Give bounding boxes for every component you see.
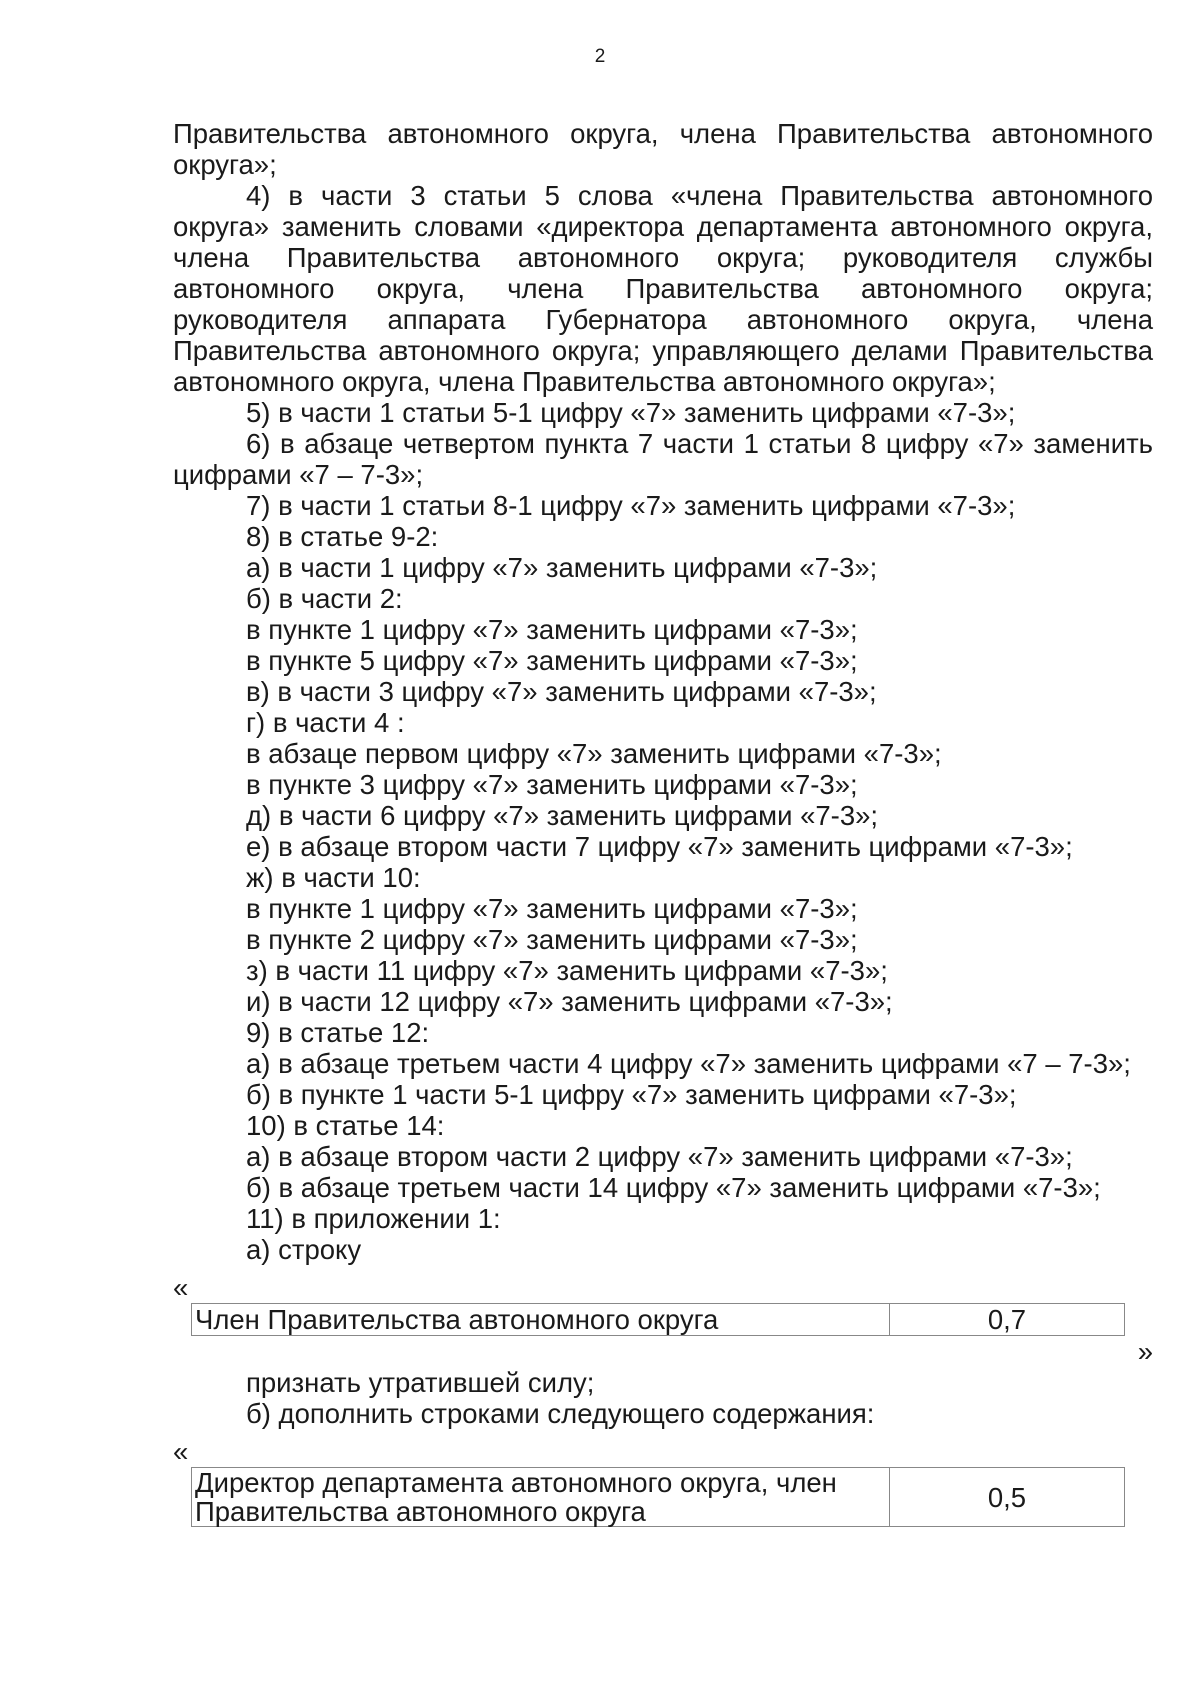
table-cell-position: Член Правительства автономного округа bbox=[192, 1304, 890, 1336]
paragraph-item-8b-1: в пункте 1 цифру «7» заменить цифрами «7-3»; bbox=[246, 614, 858, 645]
paragraph-item-8g-3: в пункте 3 цифру «7» заменить цифрами «7-3»; bbox=[246, 769, 858, 800]
paragraph-item-11a-after: признать утратившей силу; bbox=[246, 1367, 595, 1398]
document-body bbox=[173, 118, 1153, 1527]
paragraph-item-8g-1: в абзаце первом цифру «7» заменить цифрами «7-3»; bbox=[246, 738, 942, 769]
opening-quote-mark: « bbox=[173, 1436, 189, 1467]
amendment-table-removed-row bbox=[191, 1303, 1125, 1336]
paragraph-item-8v: в) в части 3 цифру «7» заменить цифрами «7-3»; bbox=[246, 676, 877, 707]
paragraph-item-8e: е) в абзаце втором части 7 цифру «7» заменить цифрами «7-3»; bbox=[246, 831, 1073, 862]
paragraph-continuation: Правительства автономного округа, члена Правительства автономного округа»; bbox=[173, 118, 1153, 180]
closing-quote-mark: » bbox=[1137, 1336, 1153, 1367]
paragraph-item-4: 4) в части 3 статьи 5 слова «члена Правительства автономного округа» заменить словами «директора департамента автономного округа, члена Правительства автономного округа; руководителя службы автономного округа, члена Правительства автономного округа; руководителя аппарата Губернатора автономного округа, члена Правительства автономного округа; управляющего делами Правительства автономного округа, члена Правительства автономного округа»; bbox=[173, 180, 1153, 397]
table-cell-coefficient: 0,7 bbox=[890, 1304, 1125, 1336]
paragraph-item-8g: г) в части 4 : bbox=[246, 707, 405, 738]
paragraph-item-8b-5: в пункте 5 цифру «7» заменить цифрами «7-3»; bbox=[246, 645, 858, 676]
table-row bbox=[192, 1468, 1125, 1527]
paragraph-item-9: 9) в статье 12: bbox=[246, 1017, 430, 1048]
paragraph-item-10b: б) в абзаце третьем части 14 цифру «7» заменить цифрами «7-3»; bbox=[246, 1172, 1101, 1203]
opening-quote-mark: « bbox=[173, 1272, 189, 1303]
amendment-table-added-rows bbox=[191, 1467, 1125, 1527]
paragraph-item-11b: б) дополнить строками следующего содержания: bbox=[246, 1398, 875, 1429]
paragraph-item-11: 11) в приложении 1: bbox=[246, 1203, 501, 1234]
paragraph-item-8: 8) в статье 9-2: bbox=[246, 521, 439, 552]
paragraph-item-8i: и) в части 12 цифру «7» заменить цифрами «7-3»; bbox=[246, 986, 893, 1017]
paragraph-item-6: 6) в абзаце четвертом пункта 7 части 1 статьи 8 цифру «7» заменить цифрами «7 – 7-3»; bbox=[173, 428, 1153, 490]
paragraph-item-9b: б) в пункте 1 части 5-1 цифру «7» заменить цифрами «7-3»; bbox=[246, 1079, 1017, 1110]
paragraph-item-9a: а) в абзаце третьем части 4 цифру «7» заменить цифрами «7 – 7-3»; bbox=[246, 1048, 1131, 1079]
paragraph-item-8d: д) в части 6 цифру «7» заменить цифрами «7-3»; bbox=[246, 800, 879, 831]
paragraph-item-10a: а) в абзаце втором части 2 цифру «7» заменить цифрами «7-3»; bbox=[246, 1141, 1073, 1172]
paragraph-item-8zh: ж) в части 10: bbox=[246, 862, 421, 893]
paragraph-item-7: 7) в части 1 статьи 8-1 цифру «7» заменить цифрами «7-3»; bbox=[246, 490, 1016, 521]
paragraph-item-5: 5) в части 1 статьи 5-1 цифру «7» заменить цифрами «7-3»; bbox=[246, 397, 1016, 428]
table-cell-position: Директор департамента автономного округа, член Правительства автономного округа bbox=[192, 1468, 890, 1527]
table-row bbox=[192, 1304, 1125, 1336]
paragraph-item-10: 10) в статье 14: bbox=[246, 1110, 445, 1141]
paragraph-item-8b: б) в части 2: bbox=[246, 583, 403, 614]
paragraph-item-8zh-2: в пункте 2 цифру «7» заменить цифрами «7-3»; bbox=[246, 924, 858, 955]
paragraph-item-11a: а) строку bbox=[246, 1234, 362, 1265]
page-number: 2 bbox=[594, 46, 606, 67]
table-cell-coefficient: 0,5 bbox=[890, 1468, 1125, 1527]
paragraph-item-8zh-1: в пункте 1 цифру «7» заменить цифрами «7-3»; bbox=[246, 893, 858, 924]
paragraph-item-8z: з) в части 11 цифру «7» заменить цифрами «7-3»; bbox=[246, 955, 888, 986]
paragraph-item-8a: а) в части 1 цифру «7» заменить цифрами «7-3»; bbox=[246, 552, 878, 583]
